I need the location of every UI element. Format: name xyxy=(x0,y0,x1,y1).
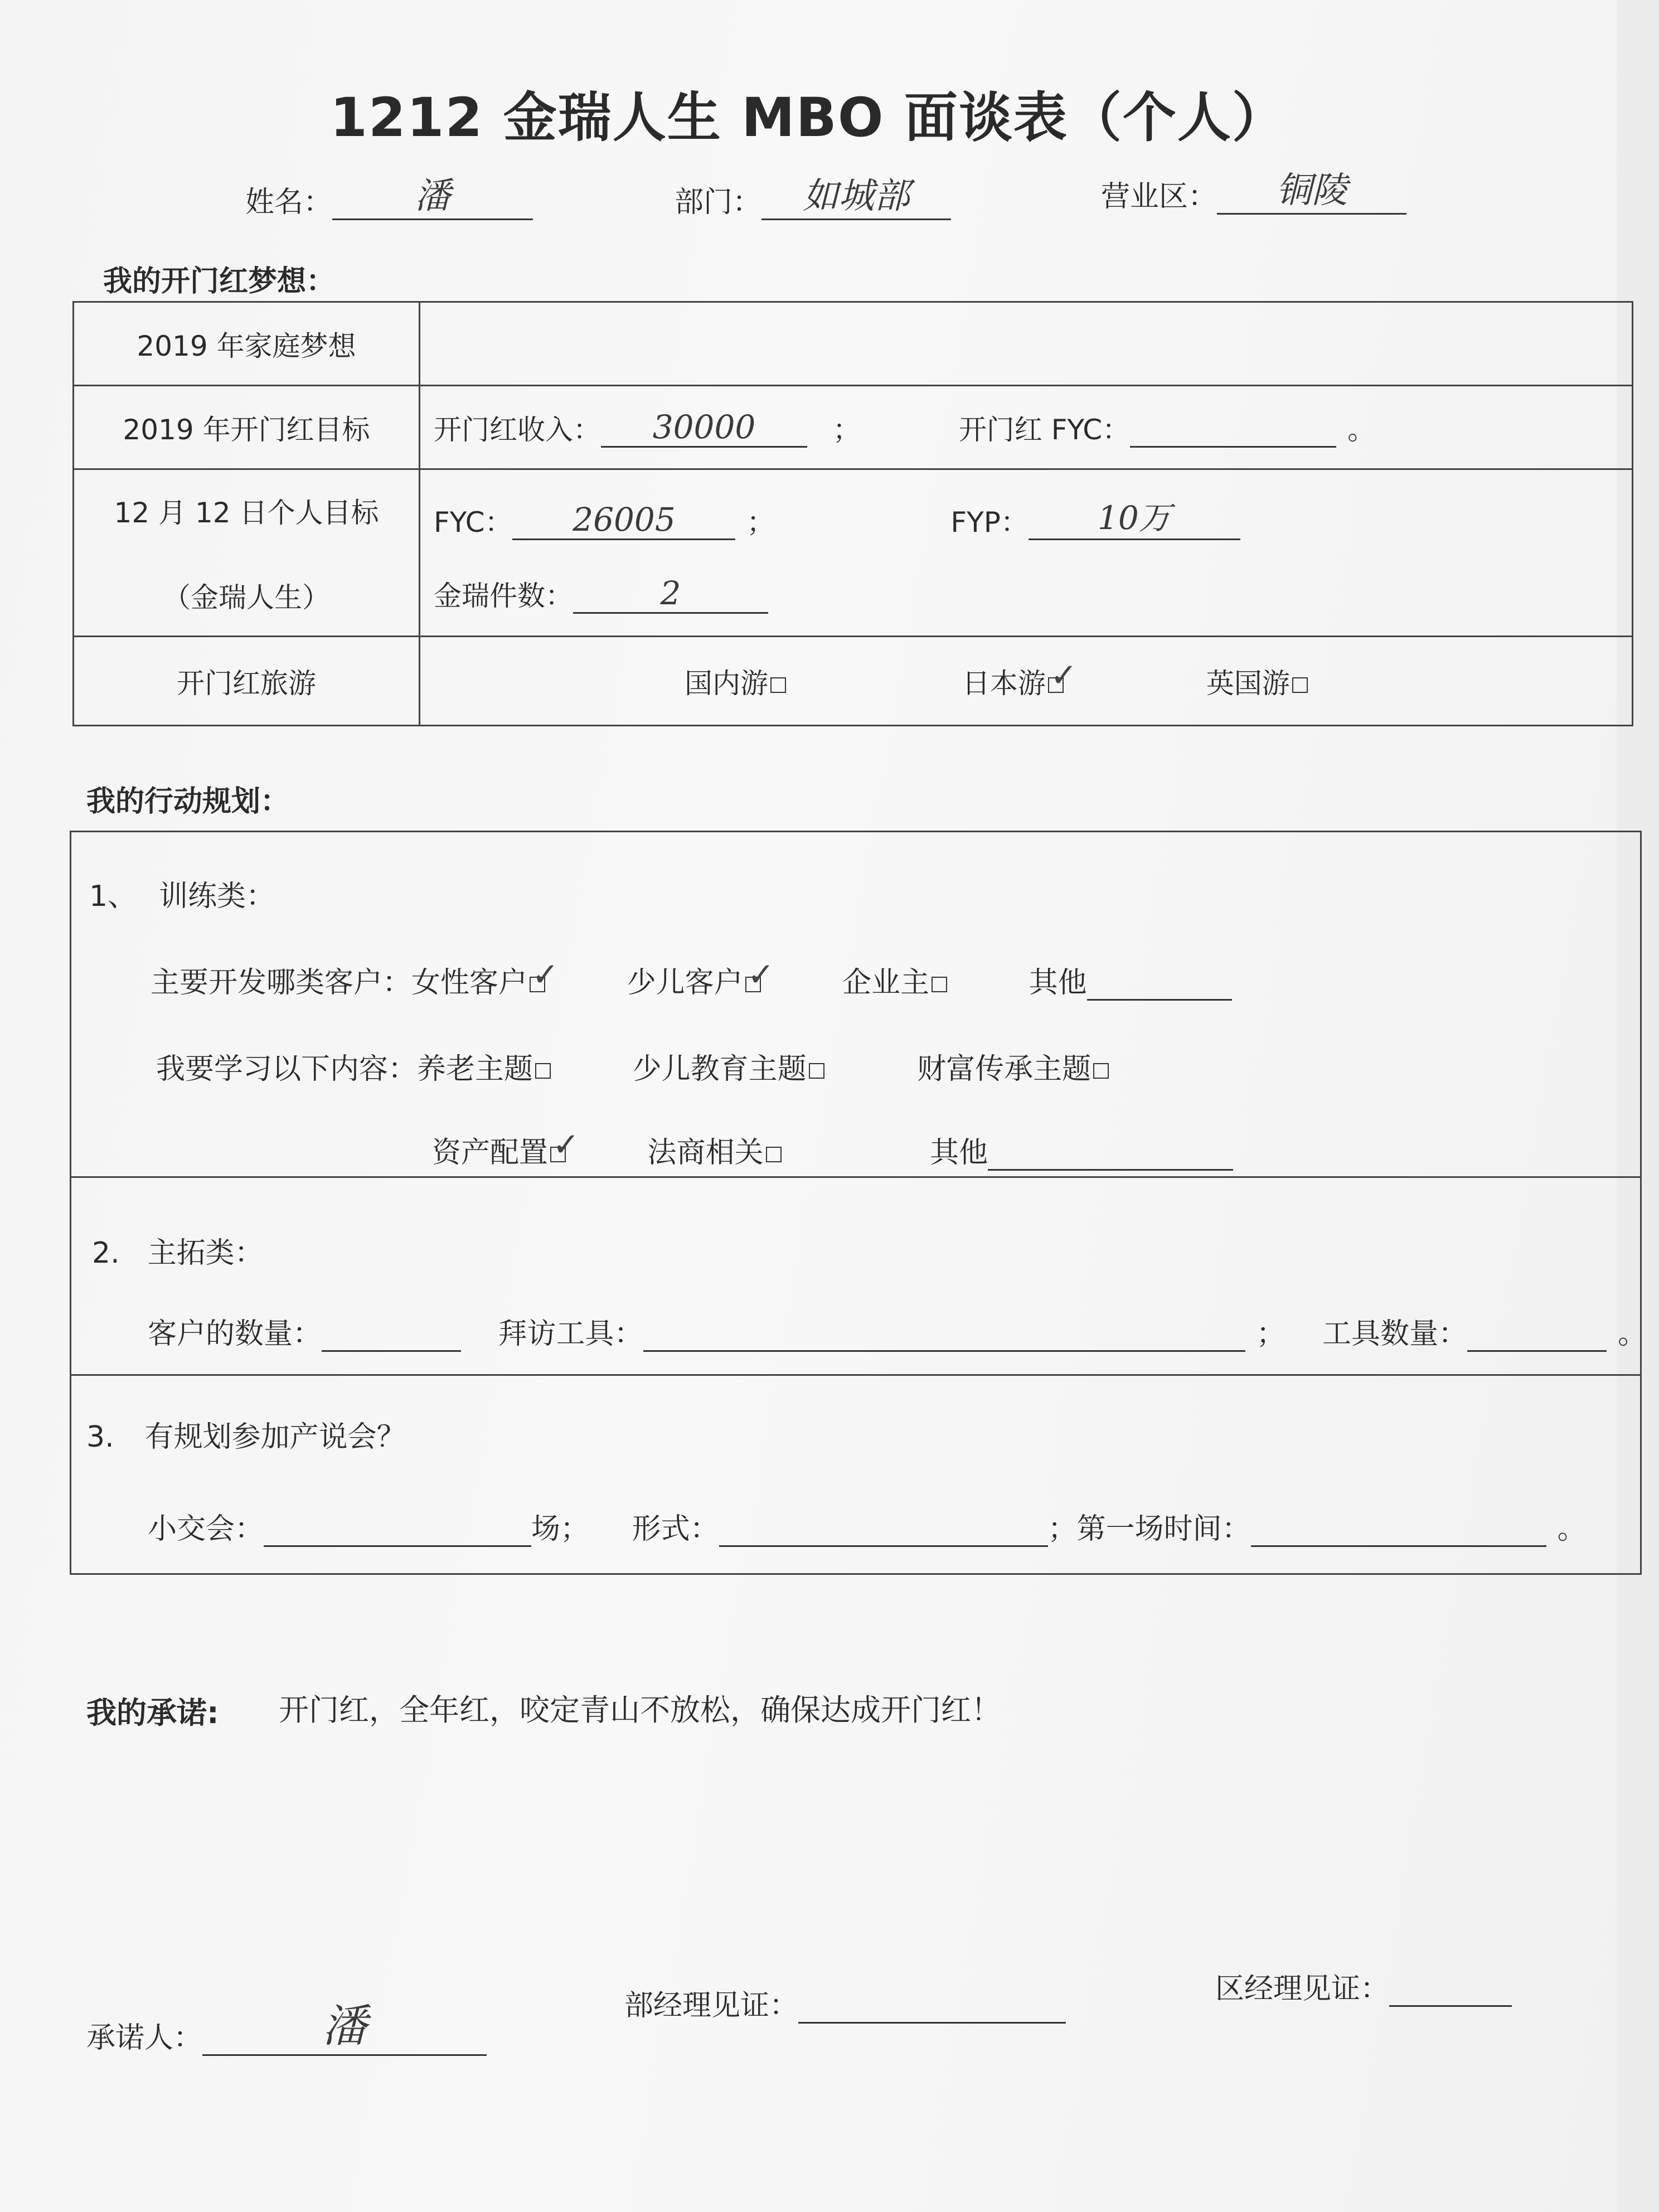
s3-heading xyxy=(86,1413,406,1455)
name-value: 潘 xyxy=(332,167,533,220)
learn-label: 我要学习以下内容： xyxy=(156,1052,418,1086)
trip-domestic-label: 国内游 xyxy=(685,667,768,700)
travel-cell xyxy=(420,637,1633,726)
s2-row: 客户的数量： 拜访工具： ； 工具数量： 。 xyxy=(148,1317,1647,1351)
promiser-field xyxy=(86,1990,487,2056)
l-wealth-checkbox[interactable] xyxy=(1093,1063,1109,1079)
dept-mgr-label: 部经理见证： xyxy=(624,1989,799,2022)
customers-row xyxy=(151,959,1232,1001)
income-value: 30000 xyxy=(601,408,807,448)
l-pension-checkbox[interactable] xyxy=(535,1063,551,1079)
l-legal-label: 法商相关 xyxy=(647,1136,764,1170)
dept-mgr-blank[interactable] xyxy=(798,2022,1066,2024)
small-blank[interactable] xyxy=(264,1545,531,1547)
tool-count-label: 工具数量： xyxy=(1322,1317,1468,1351)
fyc-label: FYC： xyxy=(434,506,513,539)
form-blank[interactable] xyxy=(719,1545,1048,1547)
pledge-text: 开门红，全年红，咬定青山不放松，确保达成开门红！ xyxy=(279,1692,1001,1728)
l-wealth-label: 财富传承主题 xyxy=(917,1052,1092,1086)
l-legal-checkbox[interactable] xyxy=(766,1147,782,1162)
c-child-checkbox[interactable] xyxy=(745,977,761,992)
s2-heading xyxy=(92,1229,264,1271)
area-mgr-blank[interactable] xyxy=(1389,2005,1512,2007)
c-owner-label: 企业主 xyxy=(842,966,930,1000)
promiser-label: 承诺人： xyxy=(86,2021,203,2055)
family-dream-value xyxy=(420,302,1633,386)
c-other-blank[interactable] xyxy=(1087,999,1232,1001)
area-mgr-label: 区经理见证： xyxy=(1215,1972,1390,2006)
dept-value: 如城部 xyxy=(761,167,951,220)
page-title: 1212 金瑞人生 MBO 面谈表（个人） xyxy=(330,86,1287,149)
s2-num: 2. xyxy=(92,1236,120,1270)
fyc-target-label: 开门红 FYC： xyxy=(958,413,1131,446)
area-field xyxy=(1101,162,1406,215)
plan-box xyxy=(70,831,1642,1575)
s3-num: 3. xyxy=(86,1420,114,1454)
name-field xyxy=(245,167,533,220)
fyc-value: 26005 xyxy=(512,501,735,540)
dept-mgr-field xyxy=(624,1982,1066,2024)
pledge-label: 我的承诺: xyxy=(86,1695,219,1730)
l-asset-checkbox[interactable] xyxy=(550,1147,566,1162)
fyp-label: FYP： xyxy=(950,506,1029,539)
s1-title: 训练类： xyxy=(159,880,275,913)
personal-target-label-a: 12 月 12 日个人目标 xyxy=(114,496,379,529)
dept-field xyxy=(675,167,951,220)
fyp-value: 10万 xyxy=(1029,492,1240,540)
kmh-target-label: 2019 年开门红目标 xyxy=(74,386,420,469)
c-child-label: 少儿客户 xyxy=(627,966,743,1000)
first-blank[interactable] xyxy=(1251,1545,1546,1547)
fyc-target-value xyxy=(1130,446,1336,448)
c-owner-checkbox[interactable] xyxy=(932,977,947,992)
first-label: ；第一场时间： xyxy=(1047,1512,1251,1546)
count-label: 金瑞件数： xyxy=(434,580,573,612)
c-female-checkbox[interactable] xyxy=(530,977,545,992)
trip-japan-label: 日本游 xyxy=(962,667,1046,700)
small-label: 小交会： xyxy=(148,1512,264,1546)
c-female-label: 女性客户 xyxy=(411,966,528,1000)
promiser-signature: 潘 xyxy=(202,1990,487,2056)
visit-tool-label: 拜访工具： xyxy=(498,1317,643,1351)
l-childedu-checkbox[interactable] xyxy=(809,1063,824,1079)
plan-divider-1 xyxy=(70,1176,1642,1178)
form-label: 形式： xyxy=(632,1512,719,1546)
l-other-blank[interactable] xyxy=(988,1169,1233,1171)
l-pension-label: 养老主题 xyxy=(417,1052,533,1086)
client-count-label: 客户的数量： xyxy=(148,1317,322,1351)
visit-tool-blank[interactable] xyxy=(643,1350,1245,1352)
plan-divider-2 xyxy=(70,1374,1642,1376)
tool-count-blank[interactable] xyxy=(1467,1350,1607,1352)
small-unit: 场； xyxy=(531,1512,590,1546)
area-label: 营业区： xyxy=(1101,180,1217,214)
income-label: 开门红收入： xyxy=(434,413,601,446)
name-label: 姓名： xyxy=(245,186,333,219)
learn-row-2 xyxy=(432,1129,1233,1171)
l-childedu-label: 少儿教育主题 xyxy=(632,1052,807,1086)
trip-uk-checkbox[interactable] xyxy=(1292,677,1308,693)
count-value: 2 xyxy=(573,574,768,614)
client-count-blank[interactable] xyxy=(322,1350,461,1352)
kmh-target-cell: 开门红收入： 30000 ； 开门红 FYC： 。 xyxy=(420,386,1633,469)
trip-domestic-checkbox[interactable] xyxy=(770,677,786,693)
personal-target-label xyxy=(74,469,420,637)
dream-table xyxy=(72,301,1633,726)
s1-heading xyxy=(89,872,275,914)
s3-row: 小交会： 场； 形式： ；第一场时间： 。 xyxy=(148,1512,1587,1546)
area-value: 铜陵 xyxy=(1217,162,1406,215)
customers-label: 主要开发哪类客户： xyxy=(151,966,412,1000)
l-asset-label: 资产配置 xyxy=(432,1136,549,1170)
family-dream-label: 2019 年家庭梦想 xyxy=(74,302,420,386)
c-other-label: 其他 xyxy=(1029,966,1087,1000)
personal-target-cell: FYC： 26005 ； FYP： 10万 金瑞件数： 2 xyxy=(420,469,1633,637)
l-other-label: 其他 xyxy=(930,1136,988,1170)
trip-japan-checkbox[interactable] xyxy=(1048,677,1064,693)
area-mgr-field xyxy=(1215,1965,1512,2007)
personal-target-label-b: （金瑞人生） xyxy=(163,581,330,614)
s1-num: 1、 xyxy=(89,880,137,913)
trip-uk-label: 英国游 xyxy=(1206,667,1290,700)
learn-row-1 xyxy=(156,1045,1109,1087)
plan-heading: 我的行动规划： xyxy=(86,785,290,818)
s2-title: 主拓类： xyxy=(147,1236,264,1270)
dept-label: 部门： xyxy=(675,186,762,219)
dream-heading: 我的开门红梦想： xyxy=(103,265,336,298)
s3-title: 有规划参加产说会？ xyxy=(144,1420,406,1454)
travel-label: 开门红旅游 xyxy=(74,637,420,726)
